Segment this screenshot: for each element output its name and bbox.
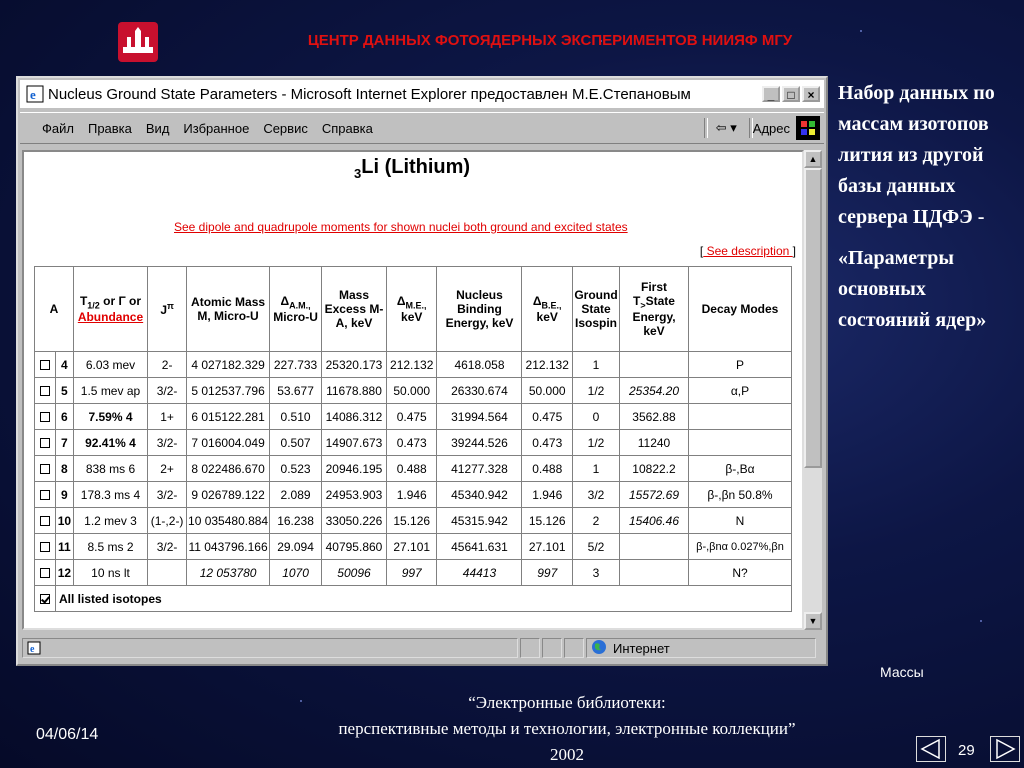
scroll-up-icon[interactable]: ▲ <box>804 150 822 168</box>
cell-binding-energy: 39244.526 <box>437 430 522 456</box>
cell-delta-me: 0.488 <box>386 456 436 482</box>
row-checkbox[interactable] <box>40 412 50 422</box>
cell-mass-excess: 14907.673 <box>321 430 386 456</box>
col-halflife: $T_{1/2}$ or Γ or Abundance <box>73 267 147 352</box>
cell-decay-modes: β-,Bα <box>689 456 792 482</box>
footer-text: “Электронные библиотеки: перспективные методы и технологии, электронные коллекции” 2002 <box>338 693 796 764</box>
cell-mass-excess: 33050.226 <box>321 508 386 534</box>
col-mass-excess: Mass Excess M-A, keV <box>321 267 386 352</box>
cell-delta-be: 0.475 <box>522 404 573 430</box>
cell-jpi: 1+ <box>148 404 187 430</box>
cell-jpi: (1-,2-) <box>148 508 187 534</box>
cell-delta-am: 0.523 <box>270 456 322 482</box>
cell-delta-am: 2.089 <box>270 482 322 508</box>
cell-delta-be: 0.488 <box>522 456 573 482</box>
cell-binding-energy: 31994.564 <box>437 404 522 430</box>
abundance-link[interactable]: Abundance <box>77 310 144 325</box>
cell-mass-excess: 14086.312 <box>321 404 386 430</box>
cell-atomic-mass: 6 015122.281 <box>187 404 270 430</box>
cell-mass-excess: 11678.880 <box>321 378 386 404</box>
cell-isospin: 5/2 <box>573 534 620 560</box>
close-button[interactable]: × <box>802 86 820 102</box>
cell-atomic-mass: 9 026789.122 <box>187 482 270 508</box>
cell-atomic-mass: 10 035480.884 <box>187 508 270 534</box>
cell-a: 10 <box>56 508 74 534</box>
cell-halflife: 92.41% 4 <box>73 430 147 456</box>
slide-date: 04/06/14 <box>36 726 99 743</box>
cell-delta-am: 0.507 <box>270 430 322 456</box>
cell-binding-energy: 45315.942 <box>437 508 522 534</box>
table-row <box>35 352 792 378</box>
cell-a: 8 <box>56 456 74 482</box>
cell-halflife: 178.3 ms 4 <box>73 482 147 508</box>
row-checkbox[interactable] <box>40 386 50 396</box>
row-checkbox-cell <box>35 352 56 378</box>
cell-first-t-state <box>620 534 689 560</box>
row-checkbox-cell <box>35 560 56 586</box>
cell-decay-modes: N <box>689 508 792 534</box>
table-row <box>35 378 792 404</box>
cell-a: 9 <box>56 482 74 508</box>
status-zone: Интернет <box>586 638 816 658</box>
cell-isospin: 1/2 <box>573 430 620 456</box>
menu-bar <box>20 112 824 144</box>
ie-page-icon <box>26 85 44 103</box>
minimize-button[interactable]: _ <box>762 86 780 102</box>
col-jpi: $J^\pi$ <box>148 267 187 352</box>
row-checkbox-cell <box>35 404 56 430</box>
cell-delta-be: 0.473 <box>522 430 573 456</box>
select-all-cell <box>35 586 56 612</box>
table-row <box>35 534 792 560</box>
cell-binding-energy: 45641.631 <box>437 534 522 560</box>
cell-delta-am: 29.094 <box>270 534 322 560</box>
menu-edit[interactable]: Правка <box>87 120 132 136</box>
page-number: 29 <box>958 742 975 759</box>
arrow-right-icon <box>991 737 1019 761</box>
svg-text:e: e <box>30 644 35 655</box>
cell-first-t-state: 25354.20 <box>620 378 689 404</box>
window-title: Nucleus Ground State Parameters - Microsoft Internet Explorer предоставлен М.Е.Степановым <box>48 85 691 103</box>
cell-delta-be: 212.132 <box>522 352 573 378</box>
row-checkbox[interactable] <box>40 490 50 500</box>
table-row <box>35 482 792 508</box>
col-first-t-state: First $T_>State$ Energy, keV <box>620 267 689 352</box>
cell-halflife: 6.03 mev <box>73 352 147 378</box>
menu-tools[interactable]: Сервис <box>263 120 308 136</box>
cell-jpi: 2- <box>148 352 187 378</box>
cell-a: 5 <box>56 378 74 404</box>
cell-atomic-mass: 4 027182.329 <box>187 352 270 378</box>
cell-jpi: 3/2- <box>148 378 187 404</box>
col-isospin: Ground State Isospin <box>573 267 620 352</box>
scroll-thumb[interactable] <box>804 168 822 468</box>
back-arrow-icon[interactable]: ⇦ ▾ <box>715 120 737 135</box>
cell-delta-me: 212.132 <box>386 352 436 378</box>
cell-halflife: 8.5 ms 2 <box>73 534 147 560</box>
globe-icon <box>591 639 607 658</box>
cell-atomic-mass: 12 053780 <box>187 560 270 586</box>
cell-decay-modes: N? <box>689 560 792 586</box>
cell-jpi: 3/2- <box>148 482 187 508</box>
cell-isospin: 0 <box>573 404 620 430</box>
cell-binding-energy: 41277.328 <box>437 456 522 482</box>
cell-first-t-state: 15406.46 <box>620 508 689 534</box>
menu-file[interactable]: Файл <box>42 120 74 136</box>
side-paragraph-1: Набор данных по массам изотопов лития из другой базы данных сервера ЦДФЭ - <box>838 82 995 228</box>
row-checkbox-cell <box>35 456 56 482</box>
description-link-wrapper: [ See description ] <box>699 244 796 258</box>
cell-delta-am: 1070 <box>270 560 322 586</box>
svg-text:e: e <box>30 87 36 102</box>
cell-mass-excess: 40795.860 <box>321 534 386 560</box>
cell-mass-excess: 50096 <box>321 560 386 586</box>
row-checkbox-cell <box>35 430 56 456</box>
row-checkbox[interactable] <box>40 464 50 474</box>
cell-isospin: 3/2 <box>573 482 620 508</box>
row-checkbox[interactable] <box>40 516 50 526</box>
cell-jpi: 2+ <box>148 456 187 482</box>
cell-isospin: 1/2 <box>573 378 620 404</box>
cell-a: 12 <box>56 560 74 586</box>
see-description-link[interactable]: See description <box>703 244 793 258</box>
scroll-down-icon[interactable]: ▼ <box>804 612 822 630</box>
table-row <box>35 456 792 482</box>
cell-jpi <box>148 560 187 586</box>
menu-favorites[interactable]: Избранное <box>183 120 250 136</box>
page-heading: $_3$Li (Lithium) <box>354 156 471 181</box>
cell-atomic-mass: 5 012537.796 <box>187 378 270 404</box>
cell-mass-excess: 20946.195 <box>321 456 386 482</box>
slide-title: ЦЕНТР ДАННЫХ ФОТОЯДЕРНЫХ ЭКСПЕРИМЕНТОВ НИИЯФ МГУ <box>307 32 793 49</box>
cell-delta-am: 0.510 <box>270 404 322 430</box>
cell-jpi: 3/2- <box>148 534 187 560</box>
maximize-button[interactable]: □ <box>782 86 800 102</box>
cell-binding-energy: 26330.674 <box>437 378 522 404</box>
cell-delta-me: 0.475 <box>386 404 436 430</box>
address-label[interactable]: Адрес <box>752 120 790 136</box>
cell-decay-modes <box>689 430 792 456</box>
cell-delta-be: 27.101 <box>522 534 573 560</box>
cell-first-t-state: 10822.2 <box>620 456 689 482</box>
cell-delta-me: 997 <box>386 560 436 586</box>
vertical-scrollbar[interactable] <box>804 150 822 630</box>
window-titlebar <box>20 80 824 108</box>
cell-halflife: 1.5 mev ap <box>73 378 147 404</box>
cell-atomic-mass: 8 022486.670 <box>187 456 270 482</box>
col-delta-am: $\Delta_{A.M.,}$ Micro-U <box>270 267 322 352</box>
col-atomic-mass: Atomic Mass M, Micro-U <box>187 267 270 352</box>
table-row <box>35 508 792 534</box>
cell-delta-me: 50.000 <box>386 378 436 404</box>
cell-delta-am: 16.238 <box>270 508 322 534</box>
col-delta-me: $\Delta_{M.E.,}$ keV <box>386 267 436 352</box>
side-description <box>838 78 1018 346</box>
all-listed-label: All listed isotopes <box>56 586 792 612</box>
cell-mass-excess: 25320.173 <box>321 352 386 378</box>
cell-a: 11 <box>56 534 74 560</box>
cell-isospin: 3 <box>573 560 620 586</box>
cell-first-t-state: 15572.69 <box>620 482 689 508</box>
cell-decay-modes: α,P <box>689 378 792 404</box>
col-decay-modes: Decay Modes <box>689 267 792 352</box>
row-checkbox[interactable] <box>40 360 50 370</box>
cell-binding-energy: 44413 <box>437 560 522 586</box>
cell-isospin: 2 <box>573 508 620 534</box>
browser-window <box>16 76 828 666</box>
cell-decay-modes: P <box>689 352 792 378</box>
cell-delta-be: 1.946 <box>522 482 573 508</box>
cell-delta-me: 1.946 <box>386 482 436 508</box>
arrow-left-icon <box>917 737 945 761</box>
cell-delta-be: 997 <box>522 560 573 586</box>
cell-halflife: 838 ms 6 <box>73 456 147 482</box>
status-page-icon <box>22 638 518 658</box>
menu-view[interactable]: Вид <box>145 120 170 136</box>
toolbar-grip[interactable] <box>704 118 708 138</box>
cell-first-t-state: 3562.88 <box>620 404 689 430</box>
table-row <box>35 430 792 456</box>
table-row <box>35 560 792 586</box>
row-checkbox[interactable] <box>40 438 50 448</box>
cell-binding-energy: 4618.058 <box>437 352 522 378</box>
table-row <box>35 404 792 430</box>
cell-halflife: 10 ns lt <box>73 560 147 586</box>
cell-mass-excess: 24953.903 <box>321 482 386 508</box>
row-checkbox-cell <box>35 534 56 560</box>
cell-halflife: 1.2 mev 3 <box>73 508 147 534</box>
cell-delta-me: 15.126 <box>386 508 436 534</box>
row-checkbox[interactable] <box>40 542 50 552</box>
row-checkbox[interactable] <box>40 568 50 578</box>
cell-halflife: 7.59% 4 <box>73 404 147 430</box>
isotope-table <box>34 266 792 612</box>
menu-help[interactable]: Справка <box>321 120 373 136</box>
windows-logo-icon <box>796 116 820 140</box>
cell-first-t-state: 11240 <box>620 430 689 456</box>
cell-jpi: 3/2- <box>148 430 187 456</box>
cell-atomic-mass: 11 043796.166 <box>187 534 270 560</box>
prev-slide-button[interactable] <box>916 736 946 762</box>
cell-isospin: 1 <box>573 456 620 482</box>
col-delta-be: $\Delta_{B.E.,}$ keV <box>522 267 573 352</box>
cell-delta-be: 50.000 <box>522 378 573 404</box>
cell-decay-modes: β-,βnα 0.027%,βn <box>689 534 792 560</box>
cell-first-t-state <box>620 560 689 586</box>
cell-a: 6 <box>56 404 74 430</box>
cell-delta-am: 53.677 <box>270 378 322 404</box>
page-content <box>22 150 804 630</box>
cell-delta-am: 227.733 <box>270 352 322 378</box>
row-checkbox-cell <box>35 378 56 404</box>
star <box>980 620 982 622</box>
status-bar <box>22 636 824 660</box>
cell-isospin: 1 <box>573 352 620 378</box>
cell-a: 7 <box>56 430 74 456</box>
cell-decay-modes: β-,βn 50.8% <box>689 482 792 508</box>
caption-mass: Массы <box>880 664 924 680</box>
row-checkbox-cell <box>35 508 56 534</box>
cell-delta-me: 27.101 <box>386 534 436 560</box>
next-slide-button[interactable] <box>990 736 1020 762</box>
col-binding-energy: Nucleus Binding Energy, keV <box>437 267 522 352</box>
cell-first-t-state <box>620 352 689 378</box>
cell-atomic-mass: 7 016004.049 <box>187 430 270 456</box>
col-a: A <box>35 267 74 352</box>
cell-a: 4 <box>56 352 74 378</box>
side-paragraph-2: «Параметры основных состояний ядер» <box>838 247 987 331</box>
row-checkbox-cell <box>35 482 56 508</box>
cell-decay-modes <box>689 404 792 430</box>
cell-delta-me: 0.473 <box>386 430 436 456</box>
dipole-moments-link[interactable]: See dipole and quadrupole moments for shown nuclei both ground and excited states <box>174 220 628 234</box>
cell-delta-be: 15.126 <box>522 508 573 534</box>
select-all-checkbox[interactable] <box>40 594 50 604</box>
cell-binding-energy: 45340.942 <box>437 482 522 508</box>
